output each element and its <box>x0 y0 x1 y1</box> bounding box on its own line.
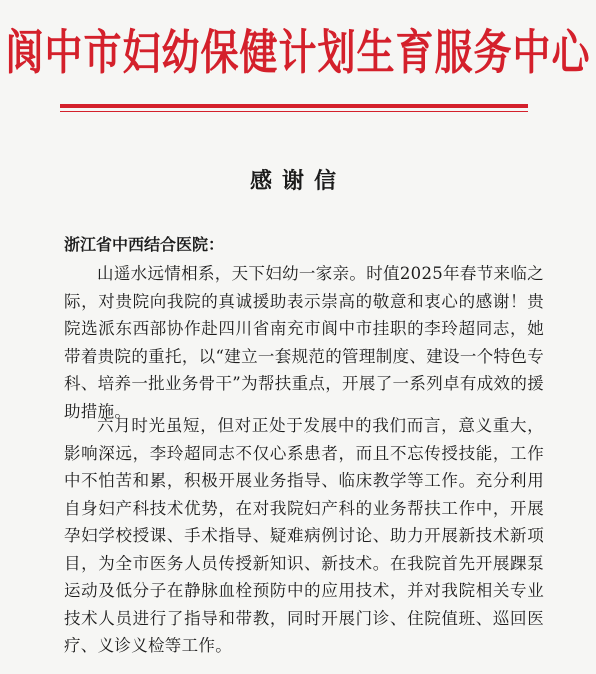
salutation: 浙江省中西结合医院： <box>64 235 225 254</box>
paragraph-1: 山遥水远情相系，天下妇幼一家亲。时值2025年春节来临之际，对贵院向我院的真诚援助表示崇高的敬意和衷心的感谢！贵院选派东西部协作赴四川省南充市阆中市挂职的李玲超同志，她带着贵院的重托，以“建立一套规范的管理制度、建设一个特色专科、培养一批业务骨干”为帮扶重点，开展了一系列卓有成效的援助措施。 <box>64 264 544 421</box>
paragraph-2: 六月时光虽短，但对正处于发展中的我们而言，意义重大，影响深远，李玲超同志不仅心系患者，而且不忘传授技能，工作中不怕苦和累，积极开展业务指导、临床教学等工作。充分利用自身妇产科技术优势，在对我院妇产科的业务帮扶工作中，开展孕妇学校授课、手术指导、疑难病例讨论、助力开展新技术新项目，为全市医务人员传授新知识、新技术。在我院首先开展踝泵运动及低分子在静脉血栓预防中的应用技术，并对我院相关专业技术人员进行了指导和带教，同时开展门诊、住院值班、巡回医疗、义诊义检等工作。 <box>64 416 544 655</box>
letterhead-rule-thin <box>60 111 528 112</box>
letterhead-rule-thick <box>60 104 528 108</box>
letter-title: 感谢信 <box>249 168 346 194</box>
letterhead-title: 阆中市妇幼保健计划生育服务中心 <box>5 24 591 81</box>
